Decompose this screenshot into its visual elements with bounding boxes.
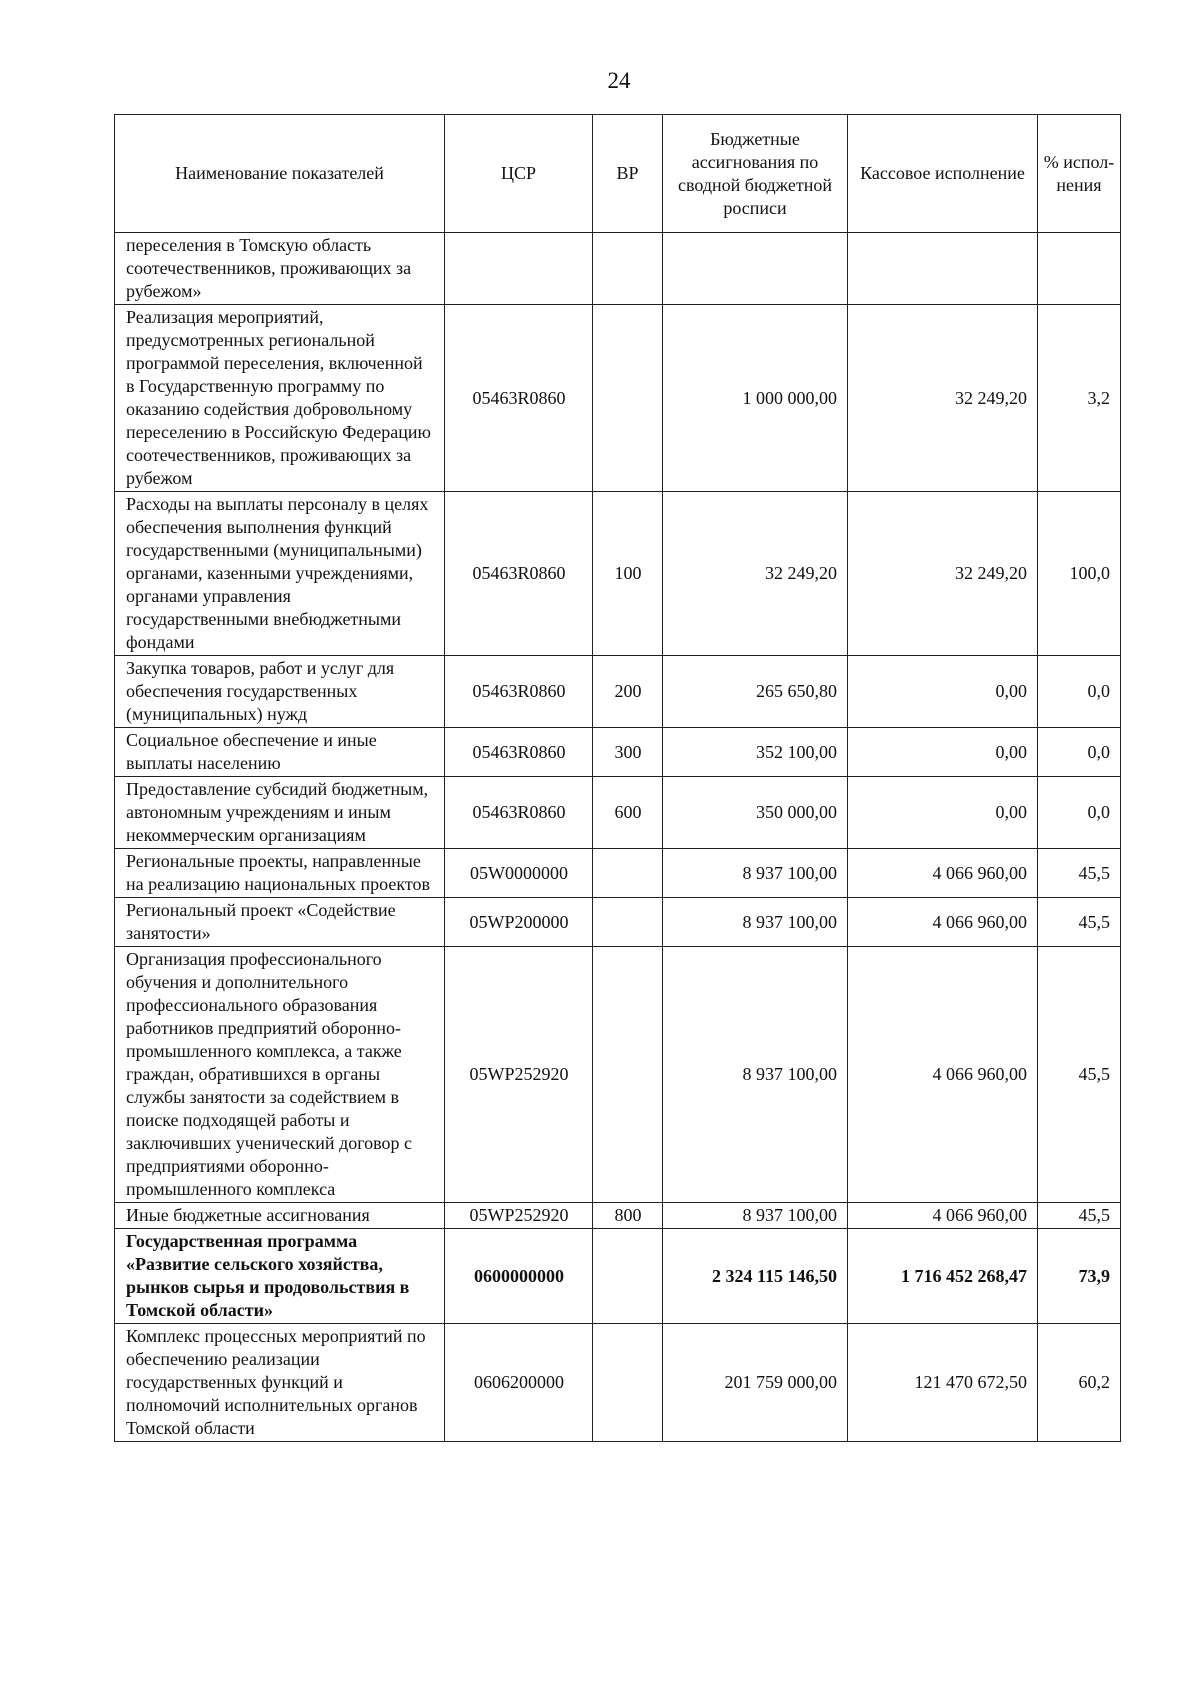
row-budget-cell: 32 249,20 — [663, 492, 848, 656]
row-name-cell: Расходы на выплаты персоналу в целях обеспечения выполнения функций государственными (муниципальными) органами, казенными учреждениями, органами управления государственными внебюджетными фондами — [115, 492, 445, 656]
row-budget-cell: 2 324 115 146,50 — [663, 1229, 848, 1324]
row-vr-cell — [593, 1229, 663, 1324]
row-percent-cell: 73,9 — [1038, 1229, 1121, 1324]
row-budget-cell: 8 937 100,00 — [663, 849, 848, 898]
row-percent-cell — [1038, 233, 1121, 305]
row-percent-cell: 60,2 — [1038, 1324, 1121, 1442]
row-name-cell: Региональный проект «Содействие занятости» — [115, 898, 445, 947]
row-budget-cell: 350 000,00 — [663, 777, 848, 849]
row-cash-cell: 0,00 — [848, 656, 1038, 728]
row-vr-cell: 100 — [593, 492, 663, 656]
row-csr-cell: 05463R0860 — [445, 492, 593, 656]
row-percent-cell: 45,5 — [1038, 849, 1121, 898]
row-budget-cell: 201 759 000,00 — [663, 1324, 848, 1442]
row-budget-cell — [663, 233, 848, 305]
row-cash-cell — [848, 233, 1038, 305]
row-budget-cell: 8 937 100,00 — [663, 898, 848, 947]
row-cash-cell: 32 249,20 — [848, 492, 1038, 656]
table-row — [115, 898, 1121, 947]
table-row — [115, 728, 1121, 777]
row-vr-cell — [593, 233, 663, 305]
row-percent-cell: 45,5 — [1038, 947, 1121, 1203]
row-budget-cell: 8 937 100,00 — [663, 1203, 848, 1229]
row-cash-cell: 32 249,20 — [848, 305, 1038, 492]
table-body — [115, 233, 1121, 1442]
row-cash-cell: 4 066 960,00 — [848, 1203, 1038, 1229]
row-percent-cell: 0,0 — [1038, 777, 1121, 849]
row-csr-cell: 05WP252920 — [445, 1203, 593, 1229]
row-csr-cell — [445, 233, 593, 305]
row-name-cell: переселения в Томскую область соотечественников, проживающих за рубежом» — [115, 233, 445, 305]
row-csr-cell: 0600000000 — [445, 1229, 593, 1324]
row-name-cell: Закупка товаров, работ и услуг для обеспечения государственных (муниципальных) нужд — [115, 656, 445, 728]
header-cash: Кассовое исполнение — [848, 115, 1038, 233]
row-csr-cell: 05WP252920 — [445, 947, 593, 1203]
row-vr-cell: 600 — [593, 777, 663, 849]
header-vr: ВР — [593, 115, 663, 233]
row-name-cell: Государственная программа «Развитие сельского хозяйства, рынков сырья и продовольствия в Томской области» — [115, 1229, 445, 1324]
table-row — [115, 492, 1121, 656]
row-vr-cell — [593, 947, 663, 1203]
row-budget-cell: 1 000 000,00 — [663, 305, 848, 492]
row-cash-cell: 0,00 — [848, 777, 1038, 849]
row-csr-cell: 05463R0860 — [445, 728, 593, 777]
table-header-row — [115, 115, 1121, 233]
row-vr-cell — [593, 898, 663, 947]
row-name-cell: Реализация мероприятий, предусмотренных региональной программой переселения, включенной в Государственную программу по оказанию содействия добровольному переселению в Российскую Федерацию соотечественников, проживающих за рубежом — [115, 305, 445, 492]
row-csr-cell: 05WP200000 — [445, 898, 593, 947]
row-percent-cell: 0,0 — [1038, 656, 1121, 728]
row-cash-cell: 4 066 960,00 — [848, 947, 1038, 1203]
table-row — [115, 1324, 1121, 1442]
row-percent-cell: 45,5 — [1038, 1203, 1121, 1229]
table-row — [115, 1203, 1121, 1229]
row-cash-cell: 4 066 960,00 — [848, 898, 1038, 947]
row-vr-cell: 300 — [593, 728, 663, 777]
row-vr-cell — [593, 1324, 663, 1442]
page-number: 24 — [607, 68, 631, 93]
row-cash-cell: 4 066 960,00 — [848, 849, 1038, 898]
row-percent-cell: 0,0 — [1038, 728, 1121, 777]
row-name-cell: Социальное обеспечение и иные выплаты населению — [115, 728, 445, 777]
header-csr: ЦСР — [445, 115, 593, 233]
row-name-cell: Организация профессионального обучения и дополнительного профессионального образования работников предприятий оборонно-промышленного комплекса, а также граждан, обратившихся в органы службы занятости за содействием в поиске подходящей работы и заключивших ученический договор с предприятиями оборонно-промышленного комплекса — [115, 947, 445, 1203]
row-cash-cell: 121 470 672,50 — [848, 1324, 1038, 1442]
table-row — [115, 233, 1121, 305]
row-percent-cell: 3,2 — [1038, 305, 1121, 492]
table-row — [115, 305, 1121, 492]
row-name-cell: Региональные проекты, направленные на реализацию национальных проектов — [115, 849, 445, 898]
table-row — [115, 849, 1121, 898]
row-name-cell: Иные бюджетные ассигнования — [115, 1203, 445, 1229]
row-vr-cell — [593, 305, 663, 492]
row-csr-cell: 05W0000000 — [445, 849, 593, 898]
table-row — [115, 777, 1121, 849]
table-row — [115, 947, 1121, 1203]
table-row — [115, 1229, 1121, 1324]
row-percent-cell: 100,0 — [1038, 492, 1121, 656]
row-csr-cell: 0606200000 — [445, 1324, 593, 1442]
row-csr-cell: 05463R0860 — [445, 777, 593, 849]
row-percent-cell: 45,5 — [1038, 898, 1121, 947]
row-budget-cell: 8 937 100,00 — [663, 947, 848, 1203]
row-vr-cell — [593, 849, 663, 898]
row-name-cell: Предоставление субсидий бюджетным, автономным учреждениям и иным некоммерческим организациям — [115, 777, 445, 849]
row-cash-cell: 0,00 — [848, 728, 1038, 777]
row-vr-cell: 200 — [593, 656, 663, 728]
row-csr-cell: 05463R0860 — [445, 305, 593, 492]
row-name-cell: Комплекс процессных мероприятий по обеспечению реализации государственных функций и полномочий исполнительных органов Томской области — [115, 1324, 445, 1442]
header-percent: % испол-нения — [1038, 115, 1121, 233]
row-budget-cell: 352 100,00 — [663, 728, 848, 777]
table-row — [115, 656, 1121, 728]
row-budget-cell: 265 650,80 — [663, 656, 848, 728]
row-vr-cell: 800 — [593, 1203, 663, 1229]
row-cash-cell: 1 716 452 268,47 — [848, 1229, 1038, 1324]
budget-execution-table — [114, 114, 1121, 1442]
row-csr-cell: 05463R0860 — [445, 656, 593, 728]
header-name: Наименование показателей — [115, 115, 445, 233]
header-budget: Бюджетные ассигнования по сводной бюджетной росписи — [663, 115, 848, 233]
